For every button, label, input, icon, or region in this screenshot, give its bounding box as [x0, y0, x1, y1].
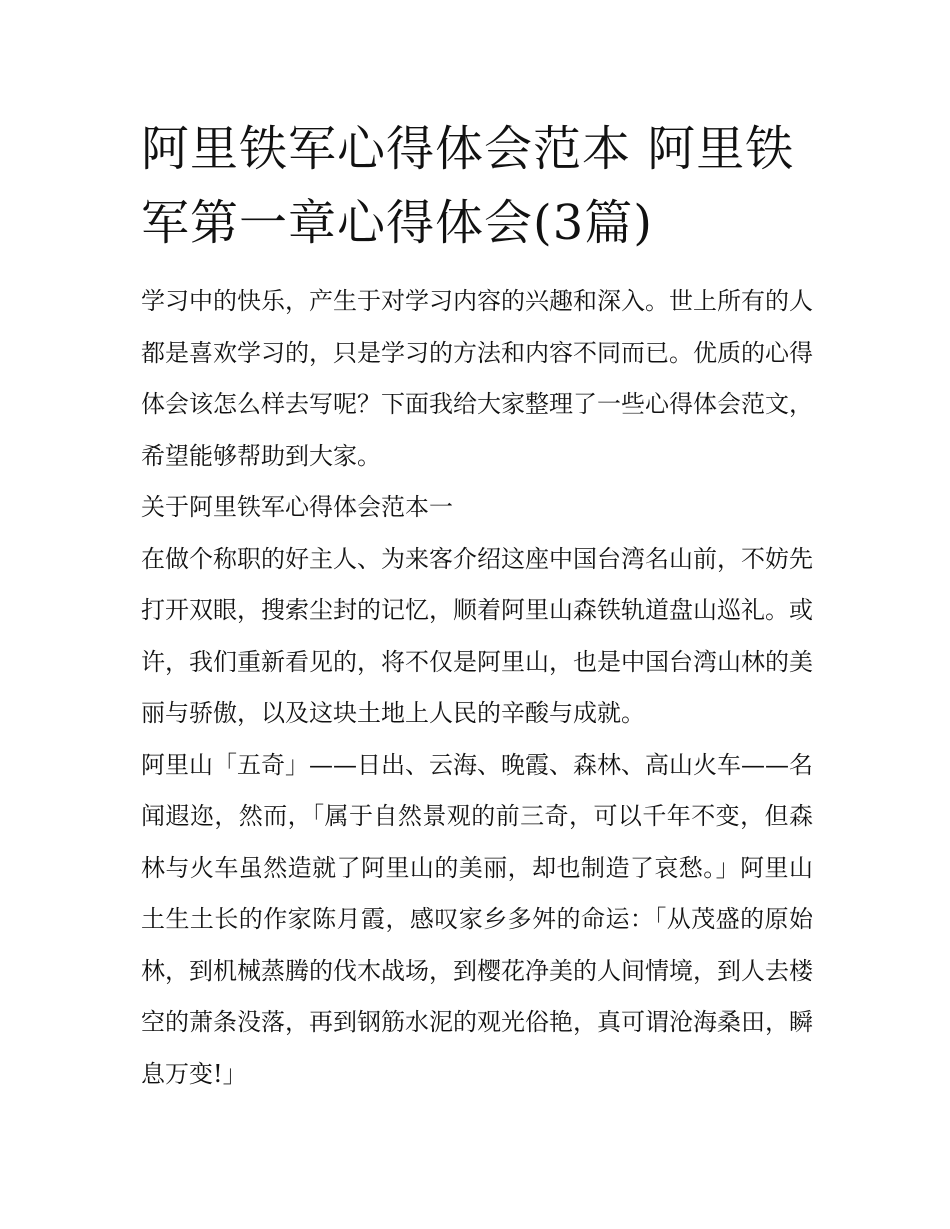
- body-paragraph-2: 阿里山「五奇」——日出、云海、晚霞、森林、高山火车——名闻遐迩，然而，「属于自然景观的前三奇，可以千年不变，但森林与火车虽然造就了阿里山的美丽，却也制造了哀愁。」阿里山土生土长的作家陈月霞，感叹家乡多舛的命运：「从茂盛的原始林，到机械蒸腾的伐木战场，到樱花净美的人间情境，到人去楼空的萧条没落，再到钢筋水泥的观光俗艳，真可谓沧海桑田，瞬息万变!」: [141, 750, 813, 1088]
- intro-paragraph: 学习中的快乐，产生于对学习内容的兴趣和深入。世上所有的人都是喜欢学习的，只是学习的方法和内容不同而已。优质的心得体会该怎么样去写呢？下面我给大家整理了一些心得体会范文，希望能够帮助到大家。: [141, 287, 813, 470]
- section-heading: 关于阿里铁军心得体会范本一: [141, 493, 453, 521]
- document-body: [141, 276, 813, 1100]
- body-paragraph-1: 在做个称职的好主人、为来客介绍这座中国台湾名山前，不妨先打开双眼，搜索尘封的记忆，顺着阿里山森铁轨道盘山巡礼。或许，我们重新看见的，将不仅是阿里山，也是中国台湾山林的美丽与骄傲，以及这块土地上人民的辛酸与成就。: [141, 544, 813, 727]
- document-title: 阿里铁军心得体会范本 阿里铁军第一章心得体会(3篇): [141, 121, 795, 251]
- document-page: [141, 112, 813, 1100]
